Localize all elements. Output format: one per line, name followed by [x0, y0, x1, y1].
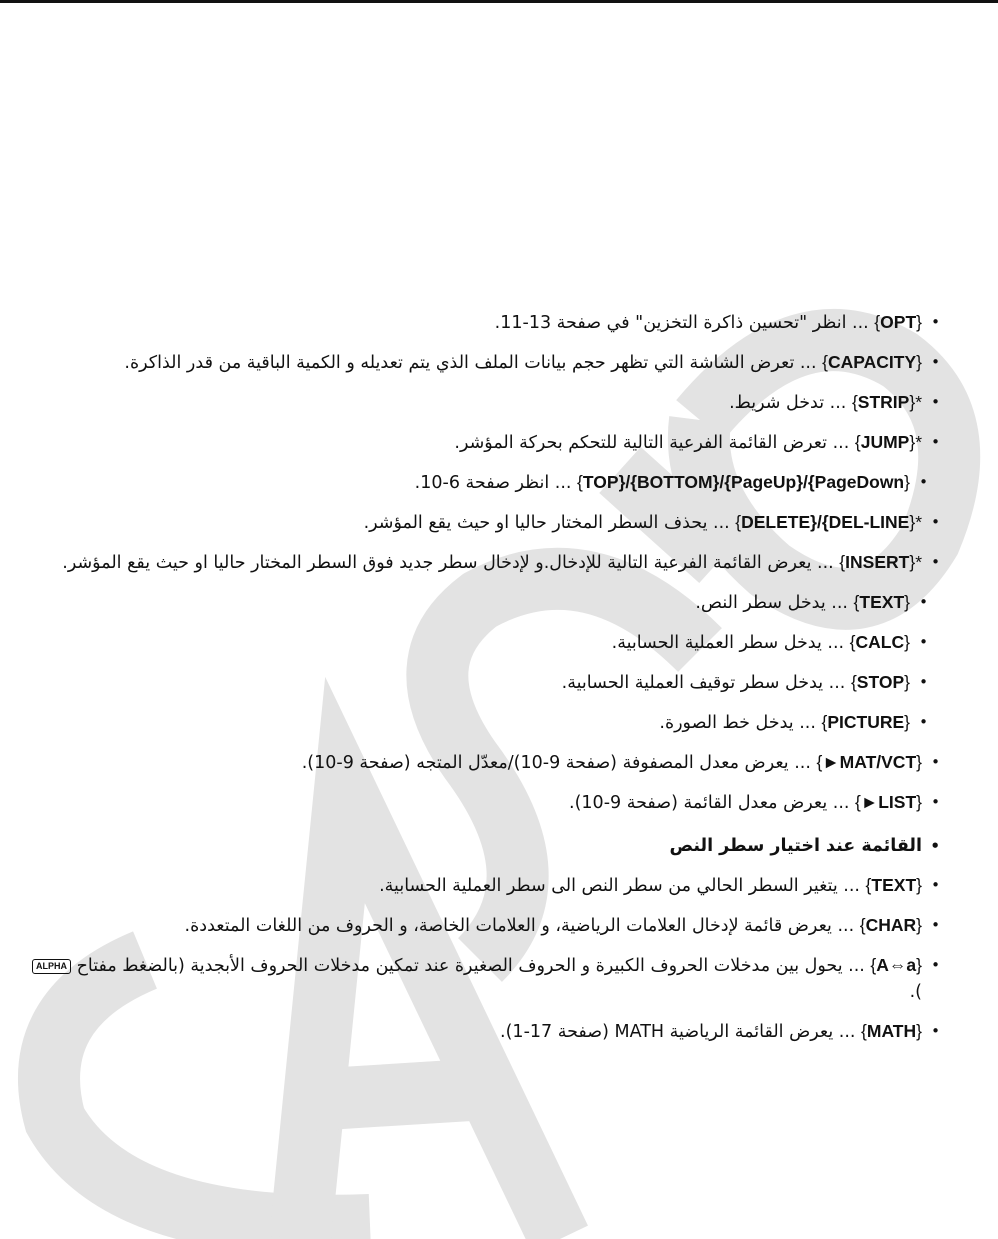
item-description: ... يدخل خط الصورة.	[659, 713, 822, 733]
key-label	[866, 876, 922, 896]
bullet-icon: •	[931, 313, 940, 331]
menu-item-6	[20, 549, 940, 576]
item-description: ... يعرض قائمة لإدخال العلامات الرياضية، و العلامات الخاصة، و الحروف من اللغات المتعددة.	[184, 916, 860, 936]
item-description: ... يدخل سطر توقيف العملية الحسابية.	[561, 673, 851, 693]
brace-close: }	[916, 352, 922, 372]
brace-open: {	[735, 512, 742, 532]
key-label	[861, 1022, 922, 1042]
key-name: TOP}/{BOTTOM}/{PageUp}/{PageDown	[582, 472, 905, 492]
brace-open: {	[849, 632, 856, 652]
key-name: JUMP	[860, 432, 910, 452]
key-label	[852, 393, 922, 413]
menu-item-3	[20, 429, 940, 456]
brace-close: }	[904, 712, 910, 732]
brace-close: }	[916, 312, 922, 332]
brace-open: {	[859, 915, 866, 935]
key-name: CALC	[855, 632, 905, 652]
brace-close: }	[916, 792, 922, 812]
section-heading	[20, 833, 940, 859]
key-name: DELETE}/{DEL-LINE	[741, 512, 910, 532]
top-rule	[0, 0, 998, 3]
brace-close: }	[904, 672, 910, 692]
text-menu-item-0	[20, 872, 940, 899]
key-label	[821, 713, 910, 733]
key-name: ►MAT/VCT	[822, 752, 917, 772]
key-label	[839, 553, 922, 573]
item-description: ... يحول بين مدخلات الحروف الكبيرة و الحروف الصغيرة عند تمكين مدخلات الحروف الأبجدية (بالضغط مفتاح	[71, 956, 871, 976]
brace-close: }*	[909, 512, 922, 532]
bullet-icon: •	[931, 353, 940, 371]
brace-open: {	[850, 672, 857, 692]
menu-item-4	[20, 469, 940, 496]
key-label	[870, 956, 922, 976]
key-label	[874, 313, 922, 333]
key-label	[855, 793, 922, 813]
bullet-icon: •	[931, 793, 940, 811]
menu-item-1	[20, 349, 940, 376]
item-description: ... يعرض القائمة الرياضية MATH (صفحة 17-1).	[500, 1022, 862, 1042]
brace-open: {	[822, 352, 828, 372]
bullet-icon: •	[931, 876, 940, 894]
brace-open: {	[855, 792, 861, 812]
brace-open: {	[861, 1021, 867, 1041]
item-description: ... تعرض القائمة الفرعية التالية للتحكم بحركة المؤشر.	[454, 433, 855, 453]
bullet-icon: •	[931, 753, 940, 771]
bullet-icon: •	[919, 473, 928, 491]
bullet-icon: •	[931, 393, 940, 411]
key-name: OPT	[880, 312, 917, 332]
brace-close: }	[904, 472, 910, 492]
brace-close: }	[904, 592, 910, 612]
bullet-icon: •	[931, 956, 940, 974]
menu-item-5	[20, 509, 940, 536]
brace-open: {	[865, 875, 872, 895]
item-description-end: ).	[909, 982, 922, 1002]
brace-close: }	[916, 752, 922, 772]
menu-item-12	[20, 789, 940, 816]
menu-item-10	[20, 709, 940, 736]
brace-open: {	[821, 712, 828, 732]
text-menu-item-2	[20, 952, 940, 1005]
key-label	[854, 593, 910, 613]
key-label	[816, 753, 922, 773]
key-name: MATH	[866, 1021, 917, 1041]
brace-open: {	[816, 752, 823, 772]
bullet-icon: •	[931, 513, 940, 531]
bullet-icon: •	[919, 673, 928, 691]
brace-open: {	[577, 472, 583, 492]
key-name: CAPACITY	[827, 352, 917, 372]
brace-open: {	[870, 955, 877, 975]
menu-description-list	[20, 308, 940, 1045]
key-name: PICTURE	[827, 712, 905, 732]
text-menu-item-3	[20, 1018, 940, 1045]
brace-close: }	[904, 632, 910, 652]
item-description: ... انظر صفحة 6-10.	[414, 473, 578, 493]
key-label	[860, 916, 922, 936]
bullet-icon: •	[919, 593, 928, 611]
alpha-key-icon: ALPHA	[32, 959, 71, 974]
item-description: ... انظر "تحسين ذاكرة التخزين" في صفحة 13-11.	[494, 313, 875, 333]
bullet-icon: •	[930, 837, 940, 855]
key-label	[855, 433, 922, 453]
menu-item-9	[20, 669, 940, 696]
menu-item-7	[20, 589, 940, 616]
bullet-icon: •	[931, 1022, 940, 1040]
menu-item-11	[20, 749, 940, 776]
key-name: INSERT	[845, 552, 910, 572]
item-description: ... تدخل شريط.	[729, 393, 852, 413]
key-label	[850, 633, 910, 653]
key-name: STOP	[856, 672, 905, 692]
bullet-icon: •	[919, 713, 928, 731]
brace-open: {	[853, 592, 860, 612]
item-description: ... يدخل سطر النص.	[695, 593, 854, 613]
key-name: TEXT	[859, 592, 905, 612]
bullet-icon: •	[931, 916, 940, 934]
key-name: ►LIST	[860, 792, 917, 812]
brace-open: {	[854, 432, 861, 452]
text-menu-item-1	[20, 912, 940, 939]
menu-item-0	[20, 309, 940, 336]
key-label	[577, 473, 910, 493]
item-description: ... يدخل سطر العملية الحسابية.	[611, 633, 850, 653]
item-description: ... يعرض القائمة الفرعية التالية للإدخال.و لإدخال سطر جديد فوق السطر المختار حاليا او حيث يقع المؤشر.	[62, 553, 840, 573]
brace-close: }	[916, 955, 922, 975]
key-label	[822, 353, 922, 373]
item-description: ... تعرض الشاشة التي تظهر حجم بيانات الملف الذي يتم تعديله و الكمية الباقية من قدر الذاكرة.	[124, 353, 823, 373]
brace-open: {	[839, 552, 846, 572]
item-description: ... يتغير السطر الحالي من سطر النص الى سطر العملية الحسابية.	[379, 876, 866, 896]
item-description: ... يحذف السطر المختار حاليا او حيث يقع المؤشر.	[363, 513, 736, 533]
key-label	[851, 673, 910, 693]
key-name: A⇔a	[876, 955, 917, 975]
bullet-icon: •	[931, 553, 940, 571]
brace-close: }	[916, 915, 922, 935]
key-name: STRIP	[857, 392, 910, 412]
item-description: ... يعرض معدل القائمة (صفحة 9-10).	[569, 793, 856, 813]
bullet-icon: •	[931, 433, 940, 451]
bullet-icon: •	[919, 633, 928, 651]
brace-close: }	[916, 875, 922, 895]
brace-close: }*	[909, 552, 922, 572]
brace-close: }	[916, 1021, 922, 1041]
section-heading-text: القائمة عند اختيار سطر النص	[669, 836, 922, 856]
menu-item-8	[20, 629, 940, 656]
item-description: ... يعرض معدل المصفوفة (صفحة 9-10)/معدّل المتجه (صفحة 9-10).	[301, 753, 817, 773]
brace-close: }*	[909, 432, 922, 452]
brace-close: }*	[909, 392, 922, 412]
brace-open: {	[874, 312, 881, 332]
menu-item-2	[20, 389, 940, 416]
key-name: TEXT	[871, 875, 917, 895]
key-name: CHAR	[865, 915, 917, 935]
brace-open: {	[851, 392, 858, 412]
key-label	[735, 513, 922, 533]
